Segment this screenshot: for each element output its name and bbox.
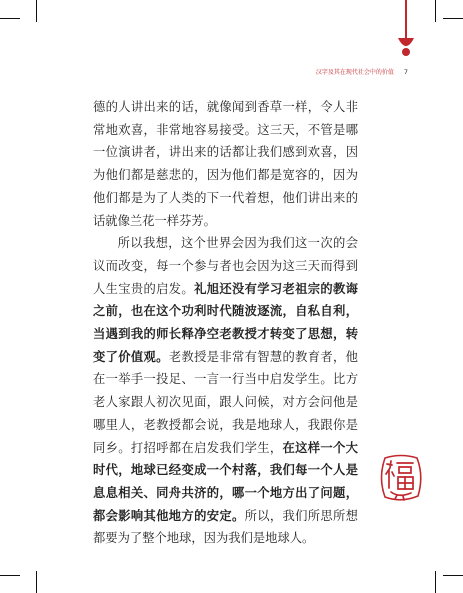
bookmark-ribbon-icon bbox=[395, 0, 417, 60]
running-title: 汉字及其在现代社会中的价值 bbox=[315, 69, 394, 76]
crop-mark bbox=[36, 0, 37, 22]
body-text bbox=[93, 96, 358, 550]
text-segment: 德的人讲出来的话，就像闻到香草一样，令人非常地欢喜，非常地容易接受。这三天，不管是哪一位演讲者，讲出来的话都让我们感到欢喜，因为他们都是慈悲的，因为他们都是宽容的，因为他们都是为了人类的下一代着想，他们讲出来的话就像兰花一样芬芳。 bbox=[93, 100, 358, 228]
crop-mark bbox=[36, 571, 37, 593]
text-segment: 老教授是非常有智慧的教育者，他在一举手一投足、一言一行当中启发学生。比方老人家跟人初次见面，跟人问候，对方会问他是哪里人，老教授都会说，我是地球人，我跟你是同乡。打招呼都在启发我们学生， bbox=[93, 349, 358, 455]
bold-text-segment: 礼旭还没有学习老祖宗的教诲之前，也在这个功利时代随波逐流，自私自利，当遇到我的师长释净空老教授才转变了思想，转变了价值观。 bbox=[93, 280, 358, 364]
text-segment: 所以，我们所思所想都要为了整个地球，因为我们是地球人。 bbox=[93, 508, 358, 546]
crop-mark bbox=[0, 18, 20, 19]
crop-mark bbox=[435, 0, 436, 22]
crop-mark bbox=[443, 575, 463, 576]
crop-mark bbox=[0, 575, 20, 576]
seal-stamp-icon bbox=[377, 452, 425, 504]
page-number: 7 bbox=[403, 67, 408, 76]
running-header bbox=[140, 67, 408, 76]
paragraph bbox=[93, 232, 358, 550]
crop-mark bbox=[443, 18, 463, 19]
crop-mark bbox=[435, 571, 436, 593]
text-segment: 所以我想，这个世界会因为我们这一次的会议而改变，每一个参与者也会因为这三天而得到人生宝贵的启发。 bbox=[93, 236, 358, 296]
paragraph bbox=[93, 96, 358, 232]
bold-text-segment: 在这样一个大时代，地球已经变成一个村落，我们每一个人是息息相关、同舟共济的，哪一个地方出了问题，都会影响其他地方的安定。 bbox=[93, 439, 358, 523]
